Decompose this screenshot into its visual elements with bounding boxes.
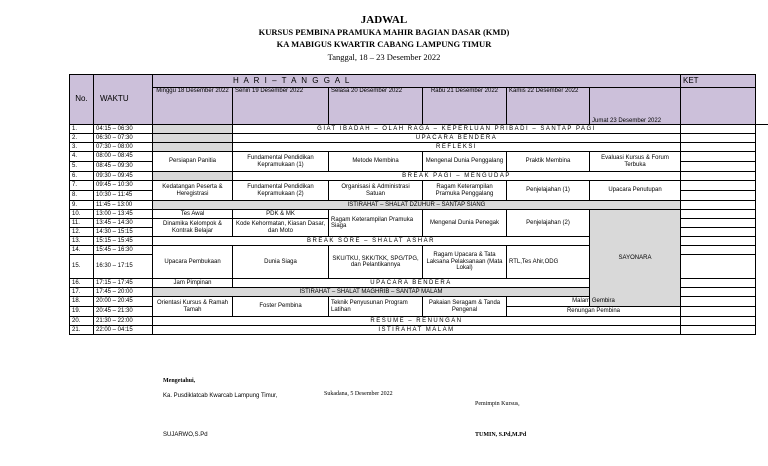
activity-break-pagi: BREAK PAGI – MENGUDAP [233,172,681,181]
ket-cell [681,297,756,307]
edge-line [755,124,768,125]
row-no: 16. [70,279,94,288]
activity-fundamental-2: Fundamental Pendidikan Kepramukaan (2) [233,181,329,201]
row-no: 2. [70,134,94,143]
row-no: 10. [70,210,94,219]
activity-tes-awal: Tes Awal [153,210,233,219]
row-no: 1. [70,125,94,134]
ket-cell [681,210,756,219]
row-time: 17:15 – 17:45 [94,279,153,288]
ket-cell [681,255,756,279]
col-no: No. [70,75,94,125]
row-time: 10:30 – 11:45 [94,191,153,201]
activity-penjelajahan-1: Penjelajahan (1) [507,181,590,201]
activity-fundamental-1: Fundamental Pendidikan Kepramukaan (1) [233,152,329,172]
activity-refleksi: REFLEKSI [233,143,681,152]
col-day-5: Kamis 22 Desember 2022 [507,88,590,125]
activity-metode: Metode Membina [329,152,423,172]
activity-jam-pimpinan: Jam Pimpinan [153,279,233,288]
footer-ka-pusdiklat: Ka. Pusdiklatcab Kwarcab Lampung Timur, [163,393,278,399]
doc-title: JADWAL [360,14,408,26]
activity-sayonara: SAYONARA [590,210,681,307]
ket-cell [681,326,756,335]
row-no: 18. [70,297,94,307]
row-time: 15:15 – 15:45 [94,237,153,246]
row-no: 14. [70,246,94,255]
ket-cell [681,307,756,317]
row-time: 11:45 – 13:00 [94,201,153,210]
activity-dunia-penegak: Mengenal Dunia Penegak [423,210,507,237]
ket-cell [681,201,756,210]
doc-org: KA MABIGUS KWARTIR CABANG LAMPUNG TIMUR [276,39,492,49]
activity-upacara-penutupan: Upacara Penutupan [590,181,681,201]
activity-dunia-siaga: Dunia Siaga [233,246,329,279]
activity-sku-tku: SKU/TKU, SKK/TKK, SPG/TPG, dan Pelantikannya [329,246,423,279]
blank-cell [153,134,233,143]
activity-rtl: RTL,Tes Ahir,ODG [507,246,590,279]
col-ket-blank [681,88,756,125]
col-ket: KET [681,75,756,88]
row-no: 5. [70,162,94,172]
activity-ibadah: GIAT IBADAH – OLAH RAGA – KEPERLUAN PRIBADI – SANTAP PAGI [233,125,681,134]
row-no: 21. [70,326,94,335]
activity-upacara-pembukaan: Upacara Pembukaan [153,246,233,279]
ket-cell [681,125,756,134]
ket-cell [681,237,756,246]
ket-cell [681,279,756,288]
activity-kedatangan: Kedatangan Peserta & Heregistrasi [153,181,233,201]
activity-foster: Foster Pembina [233,297,329,317]
doc-subtitle: KURSUS PEMBINA PRAMUKA MAHIR BAGIAN DASAR (KMD) [258,27,510,37]
activity-persiapan: Persiapan Panitia [153,152,233,172]
activity-istirahat-malam: ISTIRAHAT – SHALAT MAGHRIB – SANTAP MALAM [153,288,590,297]
ket-cell [681,143,756,152]
row-time: 09:30 – 09:45 [94,172,153,181]
row-no: 15. [70,255,94,279]
row-no: 17. [70,288,94,297]
row-time: 20:00 – 20:45 [94,297,153,307]
activity-pakaian-seragam: Pakaian Seragam & Tanda Pengenal [423,297,507,317]
doc-date-range: Tanggal, 18 – 23 Desember 2022 [327,52,441,62]
activity-penjelajahan-2: Penjelajahan (2) [507,210,590,237]
activity-praktik: Praktik Membina [507,152,590,172]
row-no: 6. [70,172,94,181]
ket-cell [681,134,756,143]
footer-signatory-1: SUJARWO,S.Pd [163,432,208,438]
ket-cell [681,181,756,191]
row-no: 9. [70,201,94,210]
col-day-6: Jumat 23 Desember 2022 [590,88,681,125]
row-no: 4. [70,152,94,162]
activity-upacara-pagi: UPACARA BENDERA [233,134,681,143]
activity-dunia-penggalang: Mengenal Dunia Penggalang [423,152,507,172]
row-time: 13:00 – 13:45 [94,210,153,219]
row-time: 08:00 – 08:45 [94,152,153,162]
ket-cell [681,317,756,326]
activity-orientasi: Orientasi Kursus & Ramah Tamah [153,297,233,317]
row-time: 15:45 – 16:30 [94,246,153,255]
activity-ragam-penggalang: Ragam Keterampilan Pramuka Penggalang [423,181,507,201]
row-time: 17:45 – 20:00 [94,288,153,297]
ket-cell [681,219,756,228]
ket-cell [681,246,756,255]
row-time: 09:45 – 10:30 [94,181,153,191]
row-no: 13. [70,237,94,246]
activity-istirahat-siang: ISTIRAHAT – SHALAT DZUHUR – SANTAP SIANG [153,201,681,210]
activity-teknik-program: Teknik Penyusunan Program Latihan [329,297,423,317]
activity-upacara-sore: UPACARA BENDERA [233,279,590,288]
ket-cell [681,172,756,181]
row-time: 14:30 – 15:15 [94,228,153,237]
row-no: 3. [70,143,94,152]
row-time: 22:00 – 04:15 [94,326,153,335]
col-waktu: WAKTU [94,75,153,125]
activity-ragam-upacara: Ragam Upacara & Tata Laksana Pelaksanaan (Mata Lokal) [423,246,507,279]
blank-cell [153,172,233,181]
row-no: 11. [70,219,94,228]
activity-ragam-siaga: Ragam Keterampilan Pramuka Siaga [329,210,423,237]
row-no: 20. [70,317,94,326]
activity-pdk: PDK & MK [233,210,329,219]
ket-cell [681,288,756,297]
activity-organisasi: Organisasi & Administrasi Satuan [329,181,423,201]
blank-cell [153,143,233,152]
col-day-2: Senin 19 Desember 2022 [233,88,329,125]
activity-break-sore: BREAK SORE – SHALAT ASHAR [153,237,590,246]
activity-istirahat-malam-akhir: ISTIRAHAT MALAM [153,326,681,335]
row-time: 16:30 – 17:15 [94,255,153,279]
row-time: 21:30 – 22:00 [94,317,153,326]
row-no: 19. [70,307,94,317]
row-time: 08:45 – 09:30 [94,162,153,172]
schedule-table [69,74,756,335]
activity-resume: RESUME – RENUNGAN [153,317,681,326]
row-time: 06:30 – 07:30 [94,134,153,143]
activity-renungan-pembina: Renungan Pembina [507,307,681,317]
footer-pemimpin: Pemimpin Kursus, [475,401,520,407]
ket-cell [681,162,756,172]
row-no: 7. [70,181,94,191]
activity-kode-kehormatan: Kode Kehormatan, Kiasan Dasar, dan Moto [233,219,329,237]
col-hari-tanggal: H A R I – T A N G G A L [153,75,681,88]
ket-cell [681,152,756,162]
row-time: 04:15 – 06:30 [94,125,153,134]
activity-malam-gembira: Malam Gembira [507,297,681,307]
row-no: 12. [70,228,94,237]
footer-place-date: Sukadana, 5 Desember 2022 [324,391,393,397]
row-no: 8. [70,191,94,201]
col-day-1: Minggu 18 Desember 2022 [153,88,233,125]
row-time: 07:30 – 08:00 [94,143,153,152]
row-time: 20:45 – 21:30 [94,307,153,317]
activity-evaluasi: Evaluasi Kursus & Forum Terbuka [590,152,681,172]
row-time: 13:45 – 14:30 [94,219,153,228]
footer-mengetahui: Mengetahui, [163,378,196,384]
ket-cell [681,191,756,201]
col-day-3: Selasa 20 Desember 2022 [329,88,423,125]
blank-cell [153,125,233,134]
footer-signatory-2: TUMIN, S.Pd,M.Pd [475,432,527,438]
activity-dinamika: Dinamika Kelompok & Kontrak Belajar [153,219,233,237]
col-day-4: Rabu 21 Desember 2022 [423,88,507,125]
ket-cell [681,228,756,237]
